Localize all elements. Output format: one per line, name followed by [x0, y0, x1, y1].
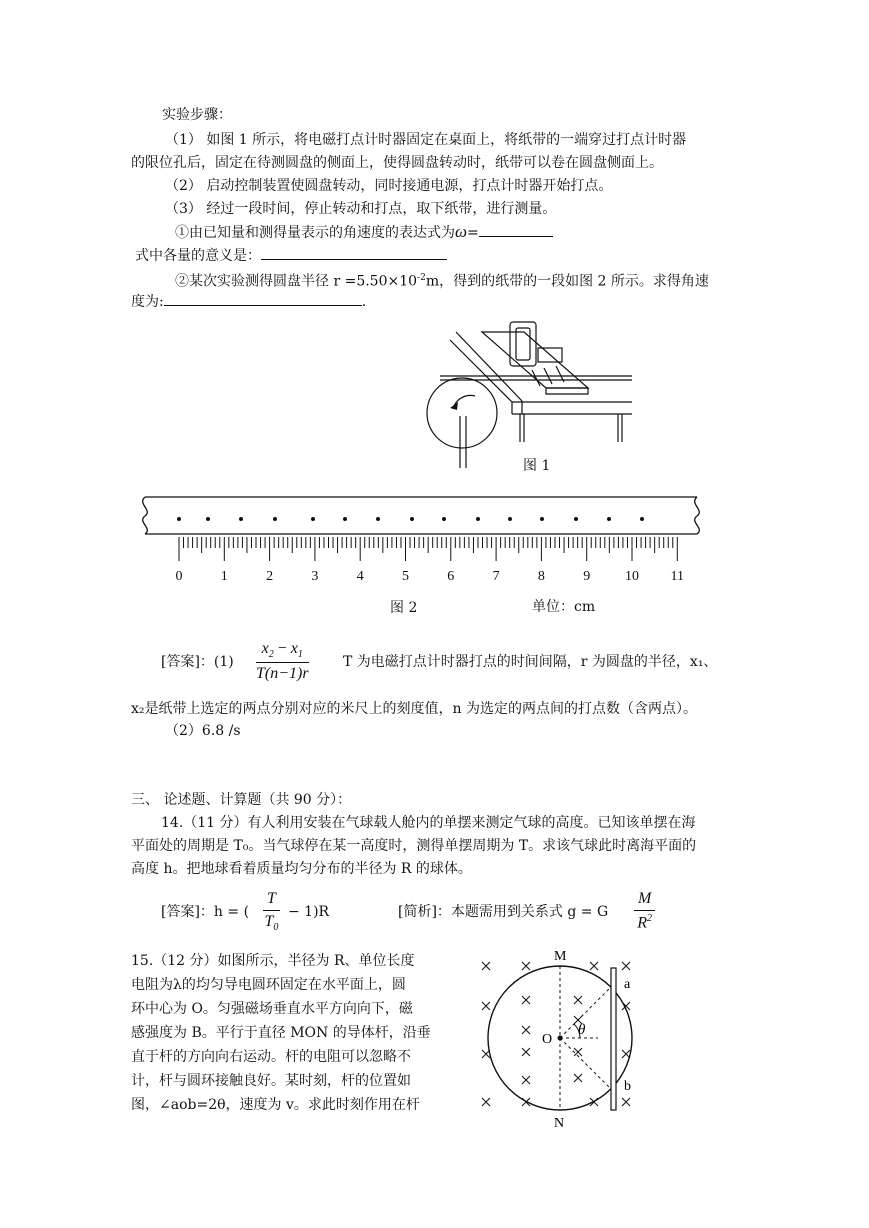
ruler-label: 0 — [175, 569, 183, 582]
tape-dot — [206, 517, 210, 521]
answer1-denominator: T(n−1)r — [256, 665, 309, 683]
ruler-label: 4 — [356, 569, 364, 582]
field-cross — [482, 1002, 490, 1010]
figure-2-caption: 图 2 — [390, 600, 418, 616]
field-cross — [522, 1026, 530, 1034]
label-theta: θ — [578, 1022, 586, 1038]
field-cross — [622, 1098, 630, 1106]
answer14-prefix: [答案]：h = ( — [161, 904, 250, 920]
hint14-numerator: M — [634, 890, 655, 911]
conductor-rod — [611, 968, 616, 1110]
field-cross — [482, 1098, 490, 1106]
label-a: a — [624, 977, 631, 992]
label-O: O — [542, 1032, 553, 1047]
answer14-denominator: $T_0$ — [264, 913, 279, 934]
field-cross — [522, 996, 530, 1004]
tape-dot — [273, 517, 277, 521]
hint14-denominator: $R^2$ — [637, 913, 653, 932]
q2-text-b: m，得到的纸带的一段如图 2 所示。求得角速 — [425, 273, 709, 290]
tape-dot — [574, 517, 578, 521]
step2: （2） 启动控制装置使圆盘转动，同时接通电源，打点计时器开始打点。 — [165, 178, 613, 194]
ruler-label: 1 — [220, 569, 228, 582]
answer-blank-angular-velocity[interactable] — [164, 291, 362, 306]
ruler-label: 7 — [492, 569, 500, 582]
q15-line5: 直于杆的方向向右运动。杆的电阻可以忽略不 — [131, 1049, 411, 1065]
q14-line3: 高度 h。把地球看着质量均匀分布的半径为 R 的球体。 — [131, 861, 472, 877]
tape-dot — [311, 517, 315, 521]
question1 — [175, 222, 553, 243]
q1-equals: = — [467, 225, 479, 241]
q14-line1: 14.（11 分）有人利用安装在气球载人舱内的单摆来测定气球的高度。已知该单摆在海 — [161, 815, 696, 831]
q15-line2: 电阻为λ的均匀导电圆环固定在水平面上，圆 — [131, 977, 406, 993]
field-cross — [574, 1074, 582, 1082]
tape-dot — [376, 517, 380, 521]
ruler-label: 10 — [625, 569, 639, 582]
field-cross — [482, 962, 490, 970]
answer-blank-meaning[interactable] — [261, 245, 447, 260]
q2-text-a: ②某次实验测得圆盘半径 r =5.50×10 — [175, 273, 418, 290]
answer2: （2）6.8 /s — [165, 723, 241, 739]
ruler-label: 2 — [266, 569, 274, 582]
ruler-label: 8 — [537, 569, 545, 582]
q15-line4: 感强度为 B。平行于直径 MON 的导体杆，沿垂 — [131, 1025, 431, 1041]
tape-dot — [177, 517, 181, 521]
answer1-prefix: [答案]：(1) — [161, 654, 234, 670]
q15-line7: 图，∠aob=2θ，速度为 v。求此时刻作用在杆 — [131, 1097, 420, 1113]
step1-line2: 的限位孔后，固定在待测圆盘的侧面上，使得圆盘转动时，纸带可以卷在圆盘侧面上。 — [131, 155, 663, 171]
step1-line1: （1） 如图 1 所示，将电磁打点计时器固定在桌面上，将纸带的一端穿过打点计时器 — [165, 132, 687, 148]
field-cross — [574, 996, 582, 1004]
q15-line3: 环中心为 O。匀强磁场垂直水平方向向下，磁 — [131, 1001, 413, 1017]
tape-dot — [640, 517, 644, 521]
steps-title: 实验步骤： — [162, 107, 232, 123]
q2-label: 度为: — [131, 294, 164, 310]
hint14-fraction — [634, 890, 655, 932]
field-cross — [522, 962, 530, 970]
omega-symbol: ω — [455, 222, 468, 241]
field-cross — [590, 962, 598, 970]
ruler-label: 3 — [311, 569, 319, 582]
answer1-explanation: T 为电磁打点计时器打点的时间间隔，r 为圆盘的半径，x₁、 — [343, 654, 718, 670]
unit-label: 单位：cm — [532, 599, 596, 615]
tape-dot — [442, 517, 446, 521]
tape-dot — [343, 517, 347, 521]
label-M: M — [554, 949, 567, 964]
figure-1-caption: 图 1 — [523, 458, 551, 474]
tape-dot — [607, 517, 611, 521]
figure-3-ring-rod — [470, 940, 650, 1130]
step3: （3） 经过一段时间，停止转动和打点，取下纸带，进行测量。 — [165, 201, 557, 217]
question1-meaning — [135, 245, 447, 266]
q15-line1: 15.（12 分）如图所示，半径为 R、单位长度 — [131, 953, 415, 969]
answer14-suffix: − 1)R — [288, 904, 330, 920]
field-cross — [574, 1048, 582, 1056]
q2-period: . — [361, 294, 367, 310]
ruler-label: 9 — [583, 569, 591, 582]
hint14-prefix: [简析]：本题需用到关系式 g = G — [398, 904, 609, 920]
tape-dot — [239, 517, 243, 521]
ruler-label: 5 — [402, 569, 409, 582]
label-b: b — [624, 1079, 631, 1094]
question2-line2 — [131, 291, 366, 312]
field-cross — [522, 1076, 530, 1084]
figure-2-tape-ruler — [135, 492, 715, 582]
tape-dot — [476, 517, 480, 521]
answer-blank-omega[interactable] — [479, 222, 553, 237]
q14-line2: 平面处的周期是 T₀。当气球停在某一高度时，测得单摆周期为 T。求该气球此时离海平面的 — [131, 838, 697, 854]
q15-line6: 计，杆与圆环接触良好。某时刻，杆的位置如 — [131, 1073, 411, 1089]
answer14-fraction — [263, 890, 280, 933]
figure-1-apparatus — [420, 318, 640, 478]
q1-text: ①由已知量和测得量表示的角速度的表达式为 — [175, 225, 455, 241]
label-N: N — [554, 1116, 565, 1130]
question2-line1 — [175, 268, 709, 292]
ruler-label: 11 — [670, 569, 685, 582]
tape-dot — [540, 517, 544, 521]
ruler-label: 6 — [447, 569, 455, 582]
q1-meaning-label: 式中各量的意义是： — [135, 248, 261, 264]
answer1-fraction — [256, 640, 309, 683]
answer1-numerator: $x_2 - x_1$ — [256, 640, 309, 663]
answer14-numerator: T — [263, 890, 280, 911]
q2-exponent: -2 — [417, 273, 426, 283]
answer1-explanation-2: x₂是纸带上选定的两点分别对应的米尺上的刻度值，n 为选定的两点间的打点数（含两点）。 — [131, 701, 697, 717]
field-cross — [622, 962, 630, 970]
tape-dot — [410, 517, 414, 521]
section-3-title: 三、 论述题、计算题（共 90 分）： — [131, 792, 352, 808]
field-cross — [522, 1048, 530, 1056]
tape-dot — [508, 517, 512, 521]
